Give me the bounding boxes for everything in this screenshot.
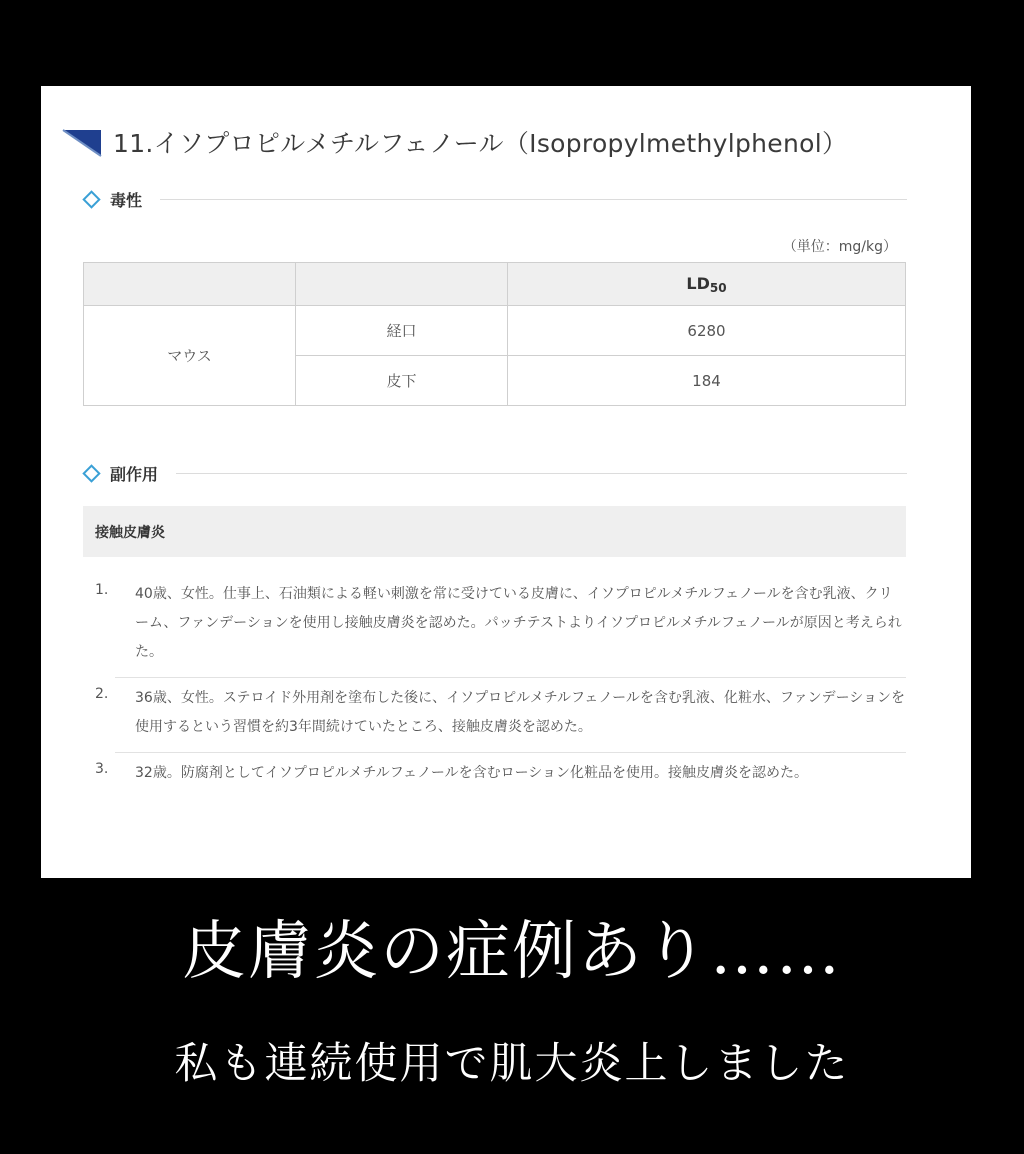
page-title: 11.イソプロピルメチルフェノール（Isopropylmethylphenol） (113, 129, 848, 158)
unit-label: （単位：mg/kg） (782, 239, 897, 255)
case-number: 2. (95, 686, 109, 702)
route-cell: 経口 (296, 306, 508, 356)
case-text: 40歳、女性。仕事上、石油類による軽い刺激を常に受けている皮膚に、イソプロピルメチルフェノールを含む乳液、クリーム、ファンデーションを使用し接触皮膚炎を認めた。パッチテストよりイソプロピルメチルフェノールが原因と考えられた。 (135, 586, 902, 660)
value-cell: 184 (508, 356, 906, 406)
list-item (83, 678, 906, 752)
ld-subscript: 50 (709, 280, 727, 295)
case-list (83, 574, 906, 798)
blue-triangle-icon (61, 126, 103, 158)
divider (160, 199, 907, 200)
section-heading-side-effects (83, 462, 907, 485)
toxicity-table (83, 262, 906, 406)
case-number: 3. (95, 761, 109, 777)
value-cell: 6280 (508, 306, 906, 356)
case-text: 32歳。防腐剤としてイソプロピルメチルフェノールを含むローション化粧品を使用。接触皮膚炎を認めた。 (135, 765, 809, 781)
caption-subline: 私も連続使用で肌大炎上しました (174, 1039, 850, 1089)
list-item (83, 753, 906, 798)
section-label: 毒性 (110, 191, 143, 210)
section-heading-toxicity (83, 188, 907, 211)
list-item (83, 574, 906, 677)
case-number: 1. (95, 582, 109, 598)
subsection-band (83, 506, 906, 557)
diamond-icon (82, 190, 100, 208)
document-card (41, 86, 971, 878)
caption-headline: 皮膚炎の症例あり…… (182, 915, 842, 989)
ld-label: LD (686, 273, 710, 293)
divider (176, 473, 907, 474)
diamond-icon (82, 464, 100, 482)
table-header-row (84, 263, 906, 306)
table-header-ld50 (508, 263, 906, 306)
table-row (84, 306, 906, 356)
animal-cell: マウス (84, 306, 296, 406)
subsection-label: 接触皮膚炎 (95, 524, 165, 541)
section-label: 副作用 (110, 465, 159, 484)
title-row (61, 124, 847, 160)
table-header-cell (296, 263, 508, 306)
case-text: 36歳、女性。ステロイド外用剤を塗布した後に、イソプロピルメチルフェノールを含む乳液、化粧水、ファンデーションを使用するという習慣を約3年間続けていたところ、接触皮膚炎を認めた。 (135, 690, 906, 735)
route-cell: 皮下 (296, 356, 508, 406)
table-header-cell (84, 263, 296, 306)
